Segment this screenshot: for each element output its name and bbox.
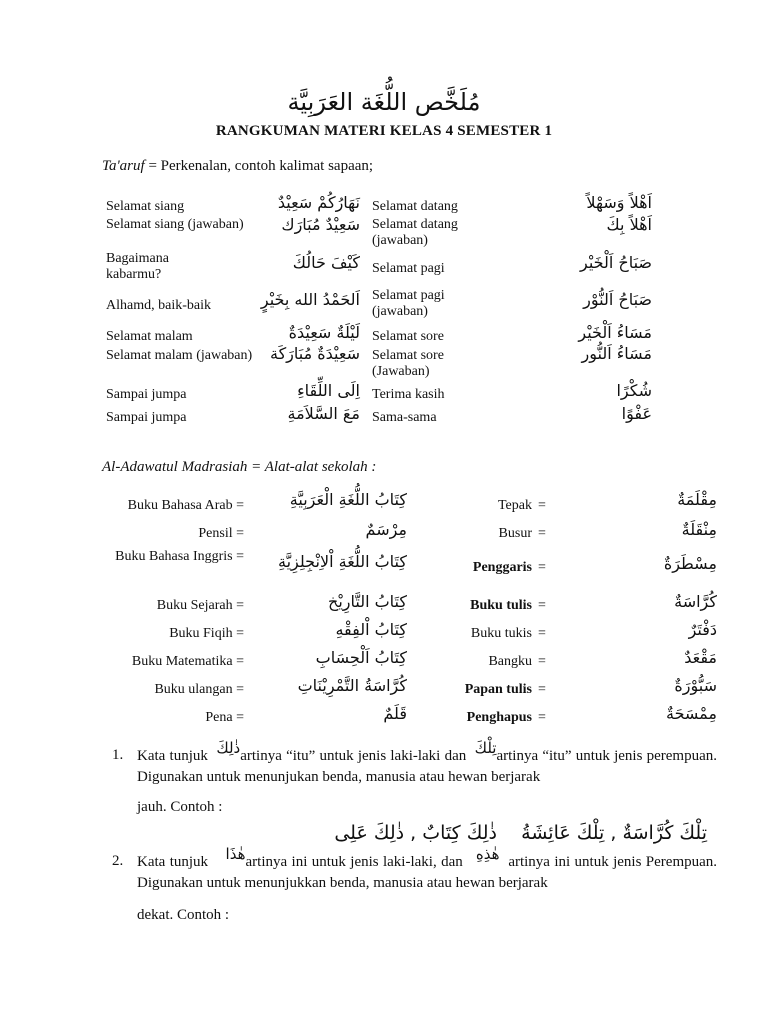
tool-latin: Pena = bbox=[205, 710, 244, 725]
greeting-latin: Selamat siang (jawaban) bbox=[106, 217, 244, 232]
greeting-arabic: اِلَى اللِّقَاءِ bbox=[297, 381, 360, 400]
section-heading-tools: Al-Adawatul Madrasiah = Alat-alat sekolah : bbox=[102, 459, 377, 475]
tool-arabic: مِنْقَلَةٌ bbox=[681, 520, 717, 539]
greeting-arabic: مَسَاءُ اَلنُّور bbox=[581, 344, 652, 363]
point-number: 2. bbox=[112, 853, 124, 869]
greeting-row bbox=[102, 406, 662, 430]
tool-latin: Buku Fiqih = bbox=[169, 626, 244, 641]
greeting-latin: Selamat datang (jawaban) bbox=[372, 217, 458, 248]
tool-row bbox=[102, 520, 717, 548]
greeting-arabic: صَبَاحُ اَلنُّوْر bbox=[583, 290, 652, 309]
tool-latin: Penggaris bbox=[472, 560, 532, 575]
tool-latin: Buku Bahasa Inggris = bbox=[115, 549, 244, 564]
demonstrative-arabic: تِلْكَ bbox=[474, 739, 497, 757]
point-text-a: Kata tunjuk bbox=[137, 748, 208, 764]
tool-row bbox=[102, 704, 717, 732]
greeting-arabic: مَعَ السَّلاَمَةِ bbox=[287, 404, 360, 423]
tool-arabic: كِتَابُ اللُّغَةِ الْعَرَبِيَّةِ bbox=[289, 490, 407, 509]
equals-sign: = bbox=[538, 498, 546, 513]
greeting-latin: Selamat malam bbox=[106, 329, 193, 344]
tool-arabic: كِتَابُ اْلفِقْهِ bbox=[335, 620, 407, 639]
tool-latin: Buku Bahasa Arab = bbox=[127, 498, 244, 513]
greeting-arabic: اَهْلاً وَسَهْلاً bbox=[586, 193, 652, 212]
greeting-latin: Alhamd, baik-baik bbox=[106, 298, 211, 313]
greeting-arabic: سَعِيْدٌ مُبَارَك bbox=[281, 215, 360, 234]
tool-arabic: مَقْعَدٌ bbox=[684, 648, 717, 667]
greeting-latin: Sampai jumpa bbox=[106, 387, 187, 402]
page-title: RANGKUMAN MATERI KELAS 4 SEMESTER 1 bbox=[215, 123, 553, 139]
tool-arabic: مِقْلَمَةٌ bbox=[677, 490, 717, 509]
greeting-arabic: مَسَاءُ اَلْخَيْر bbox=[578, 323, 652, 342]
tool-row bbox=[102, 490, 717, 520]
tool-latin: Buku tulis bbox=[470, 598, 532, 613]
intro-term: Ta'aruf bbox=[102, 158, 145, 174]
point-text-b: artinya ini untuk jenis laki-laki, dan bbox=[245, 854, 463, 870]
example-arabic-2: ذٰلِكَ كِتَابٌ , ذٰلِكَ عَلِى bbox=[334, 822, 497, 844]
tool-arabic: دَفْتَرٌ bbox=[688, 620, 717, 639]
tool-latin: Buku ulangan = bbox=[154, 682, 244, 697]
example-arabic-1: تِلْكَ كُرَّاسَةٌ , تِلْكَ عَائِشَةُ bbox=[521, 822, 707, 844]
point-text bbox=[137, 739, 718, 788]
demonstrative-arabic: ذٰلِكَ bbox=[216, 739, 241, 757]
arabic-title: مُلَخَّص اللُّغَة العَرَبِيَّة bbox=[287, 88, 481, 116]
tool-latin: Buku Matematika = bbox=[131, 654, 244, 669]
greeting-arabic: كَيْفَ حَالُكَ bbox=[292, 253, 360, 272]
tool-arabic: سَبُّوْرَةٌ bbox=[674, 676, 717, 695]
point-text-d: dekat. Contoh : bbox=[137, 907, 230, 923]
tool-arabic: كِتَابُ اَلْحِسَابِ bbox=[315, 648, 407, 667]
greeting-row bbox=[102, 195, 662, 217]
greeting-latin: Terima kasih bbox=[372, 387, 445, 402]
tool-arabic: كُرَّاسَةُ التَّمْرِيْنَاتِ bbox=[297, 676, 407, 695]
tool-latin: Busur bbox=[498, 526, 532, 541]
greeting-arabic: اَلحَمْدُ الله بِخَيْرٍ bbox=[260, 290, 360, 309]
tool-row bbox=[102, 676, 717, 704]
greeting-arabic: اَهْلاً بِكَ bbox=[606, 215, 652, 234]
demonstrative-arabic: هٰذِهِ bbox=[475, 845, 500, 863]
tool-latin: Pensil = bbox=[198, 526, 244, 541]
point-text-c: artinya “itu” untuk jenis perempuan. Digunakan untuk menunjukan benda, manusia atau hewan berjarak bbox=[137, 748, 718, 785]
tool-latin: Papan tulis bbox=[464, 682, 532, 697]
greeting-latin: Bagaimana kabarmu? bbox=[106, 251, 169, 282]
tool-arabic: مِرْسَمٌ bbox=[365, 520, 407, 539]
greeting-row bbox=[102, 346, 662, 383]
greeting-row bbox=[102, 217, 662, 251]
greeting-latin: Selamat sore bbox=[372, 329, 444, 344]
point-text-b: artinya “itu” untuk jenis laki-laki dan bbox=[240, 748, 467, 764]
greeting-arabic: صَبَاحُ اَلْخَيْر bbox=[579, 253, 652, 272]
tool-row bbox=[102, 548, 717, 592]
tool-row bbox=[102, 648, 717, 676]
greeting-latin: Sampai jumpa bbox=[106, 410, 187, 425]
greeting-arabic: شُكْرًا bbox=[616, 381, 652, 400]
point-text bbox=[137, 845, 718, 894]
intro-rest: = Perkenalan, contoh kalimat sapaan; bbox=[144, 158, 374, 174]
equals-sign: = bbox=[538, 598, 546, 613]
tool-row bbox=[102, 592, 717, 620]
point-2 bbox=[112, 845, 718, 935]
point-text-c: artinya ini untuk jenis Perempuan. Digunakan untuk menunjukkan benda, manusia atau hewan berjarak bbox=[137, 854, 718, 891]
greeting-row bbox=[102, 288, 662, 325]
greeting-arabic: سَعِيْدَةٌ مُبَارَكَة bbox=[269, 344, 360, 363]
greeting-arabic: عَفْوًا bbox=[621, 404, 652, 423]
greeting-latin: Sama-sama bbox=[372, 410, 437, 425]
greeting-latin: Selamat sore (Jawaban) bbox=[372, 348, 444, 379]
greeting-latin: Selamat pagi (jawaban) bbox=[372, 288, 445, 319]
tool-latin: Bangku bbox=[488, 654, 532, 669]
equals-sign: = bbox=[538, 682, 546, 697]
point-text-a: Kata tunjuk bbox=[137, 854, 209, 870]
tool-latin: Buku Sejarah = bbox=[156, 598, 244, 613]
equals-sign: = bbox=[538, 710, 546, 725]
equals-sign: = bbox=[538, 526, 546, 541]
tool-latin: Penghapus bbox=[466, 710, 532, 725]
tool-arabic: كِتَابُ اللُّغَةِ اْلاِنْجِلِزِيَّةِ bbox=[278, 552, 407, 571]
tool-arabic: مِسْطَرَةٌ bbox=[663, 554, 717, 573]
tool-latin: Buku tukis bbox=[470, 626, 532, 641]
point-text-d: jauh. Contoh : bbox=[137, 799, 223, 815]
intro-line bbox=[102, 158, 373, 175]
tool-arabic: قَلَمٌ bbox=[383, 704, 407, 723]
greeting-latin: Selamat malam (jawaban) bbox=[106, 348, 253, 363]
greeting-latin: Selamat siang bbox=[106, 199, 185, 214]
tool-arabic: كِتَابُ التَّارِيْخ bbox=[328, 592, 407, 611]
greeting-row bbox=[102, 325, 662, 346]
tools-table bbox=[102, 490, 717, 732]
point-number: 1. bbox=[112, 747, 124, 763]
greeting-arabic: لَيْلَةٌ سَعِيْدَةٌ bbox=[288, 323, 360, 342]
greeting-latin: Selamat datang bbox=[372, 199, 458, 214]
greeting-row bbox=[102, 251, 662, 288]
tool-latin: Tepak bbox=[497, 498, 532, 513]
greetings-table bbox=[102, 195, 662, 430]
equals-sign: = bbox=[538, 626, 546, 641]
tool-row bbox=[102, 620, 717, 648]
equals-sign: = bbox=[538, 654, 546, 669]
greeting-arabic: نَهَارُكُمْ سَعِيْدٌ bbox=[277, 193, 360, 212]
greeting-latin: Selamat pagi bbox=[372, 261, 445, 276]
demonstrative-arabic: هٰذَا bbox=[225, 845, 246, 863]
equals-sign: = bbox=[538, 560, 546, 575]
tool-arabic: كُرَّاسَةٌ bbox=[674, 592, 717, 611]
greeting-row bbox=[102, 383, 662, 406]
tool-arabic: مِمْسَحَةٌ bbox=[666, 704, 717, 723]
